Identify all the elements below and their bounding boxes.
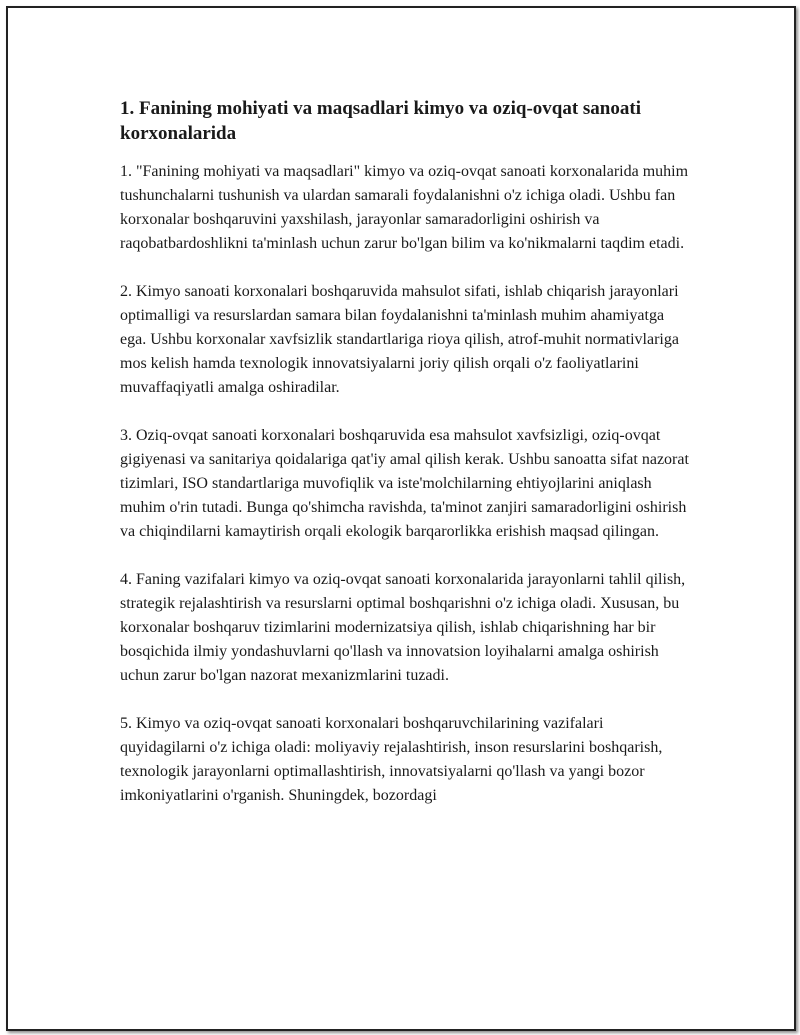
paragraph-1: 1. "Fanining mohiyati va maqsadlari" kimyo va oziq-ovqat sanoati korxonalarida muhim tushunchalarni tushunish va ulardan samarali foydalanishni o'z ichiga oladi. Ushbu fan korxonalar boshqaruvini yaxshilash, jarayonlar samaradorligini oshirish va raqobatbardoshlikni ta'minlash uchun zarur bo'lgan bilim va ko'nikmalarni taqdim etadi. [120, 163, 689, 252]
paragraph-2: 2. Kimyo sanoati korxonalari boshqaruvida mahsulot sifati, ishlab chiqarish jarayonlari optimalligi va resurslardan samara bilan foydalanishni ta'minlash muhim ahamiyatga ega. Ushbu korxonalar xavfsizlik standartlariga rioya qilish, atrof-muhit normativlariga mos kelish hamda texnologik innovatsiyalarni joriy qilish orqali o'z faoliyatlarini muvaffaqiyatli amalga oshiradilar. [120, 283, 679, 396]
document-page [6, 6, 796, 1031]
document-title: 1. Fanining mohiyati va maqsadlari kimyo va oziq-ovqat sanoati korxonalarida [120, 98, 641, 144]
document-body [120, 96, 690, 832]
paragraph-4: 4. Faning vazifalari kimyo va oziq-ovqat sanoati korxonalarida jarayonlarni tahlil qilish, strategik rejalashtirish va resurslarni optimal boshqarishni o'z ichiga oladi. Xususan, bu korxonalar boshqaruv tizimlarini modernizatsiya qilish, ishlab chiqarishning har bir bosqichida ilmiy yondashuvlarni qo'llash va innovatsion loyihalarni amalga oshirish uchun zarur bo'lgan nazorat mexanizmlarini tuzadi. [120, 571, 686, 684]
paragraph-5: 5. Kimyo va oziq-ovqat sanoati korxonalari boshqaruvchilarining vazifalari quyidagilarni o'z ichiga oladi: moliyaviy rejalashtirish, inson resurslarini boshqarish, texnologik jarayonlarni optimallashtirish, innovatsiyalarni qo'llash va yangi bozor imkoniyatlarini o'rganish. Shuningdek, bozordagi [120, 715, 663, 804]
paragraph-3: 3. Oziq-ovqat sanoati korxonalari boshqaruvida esa mahsulot xavfsizligi, oziq-ovqat gigiyenasi va sanitariya qoidalariga qat'iy amal qilish kerak. Ushbu sanoatta sifat nazorat tizimlari, ISO standartlariga muvofiqlik va iste'molchilarning ehtiyojlarini aniqlash muhim o'rin tutadi. Bunga qo'shimcha ravishda, ta'minot zanjiri samaradorligini oshirish va chiqindilarni kamaytirish orqali ekologik barqarorlikka erishish maqsad qilingan. [120, 427, 689, 540]
